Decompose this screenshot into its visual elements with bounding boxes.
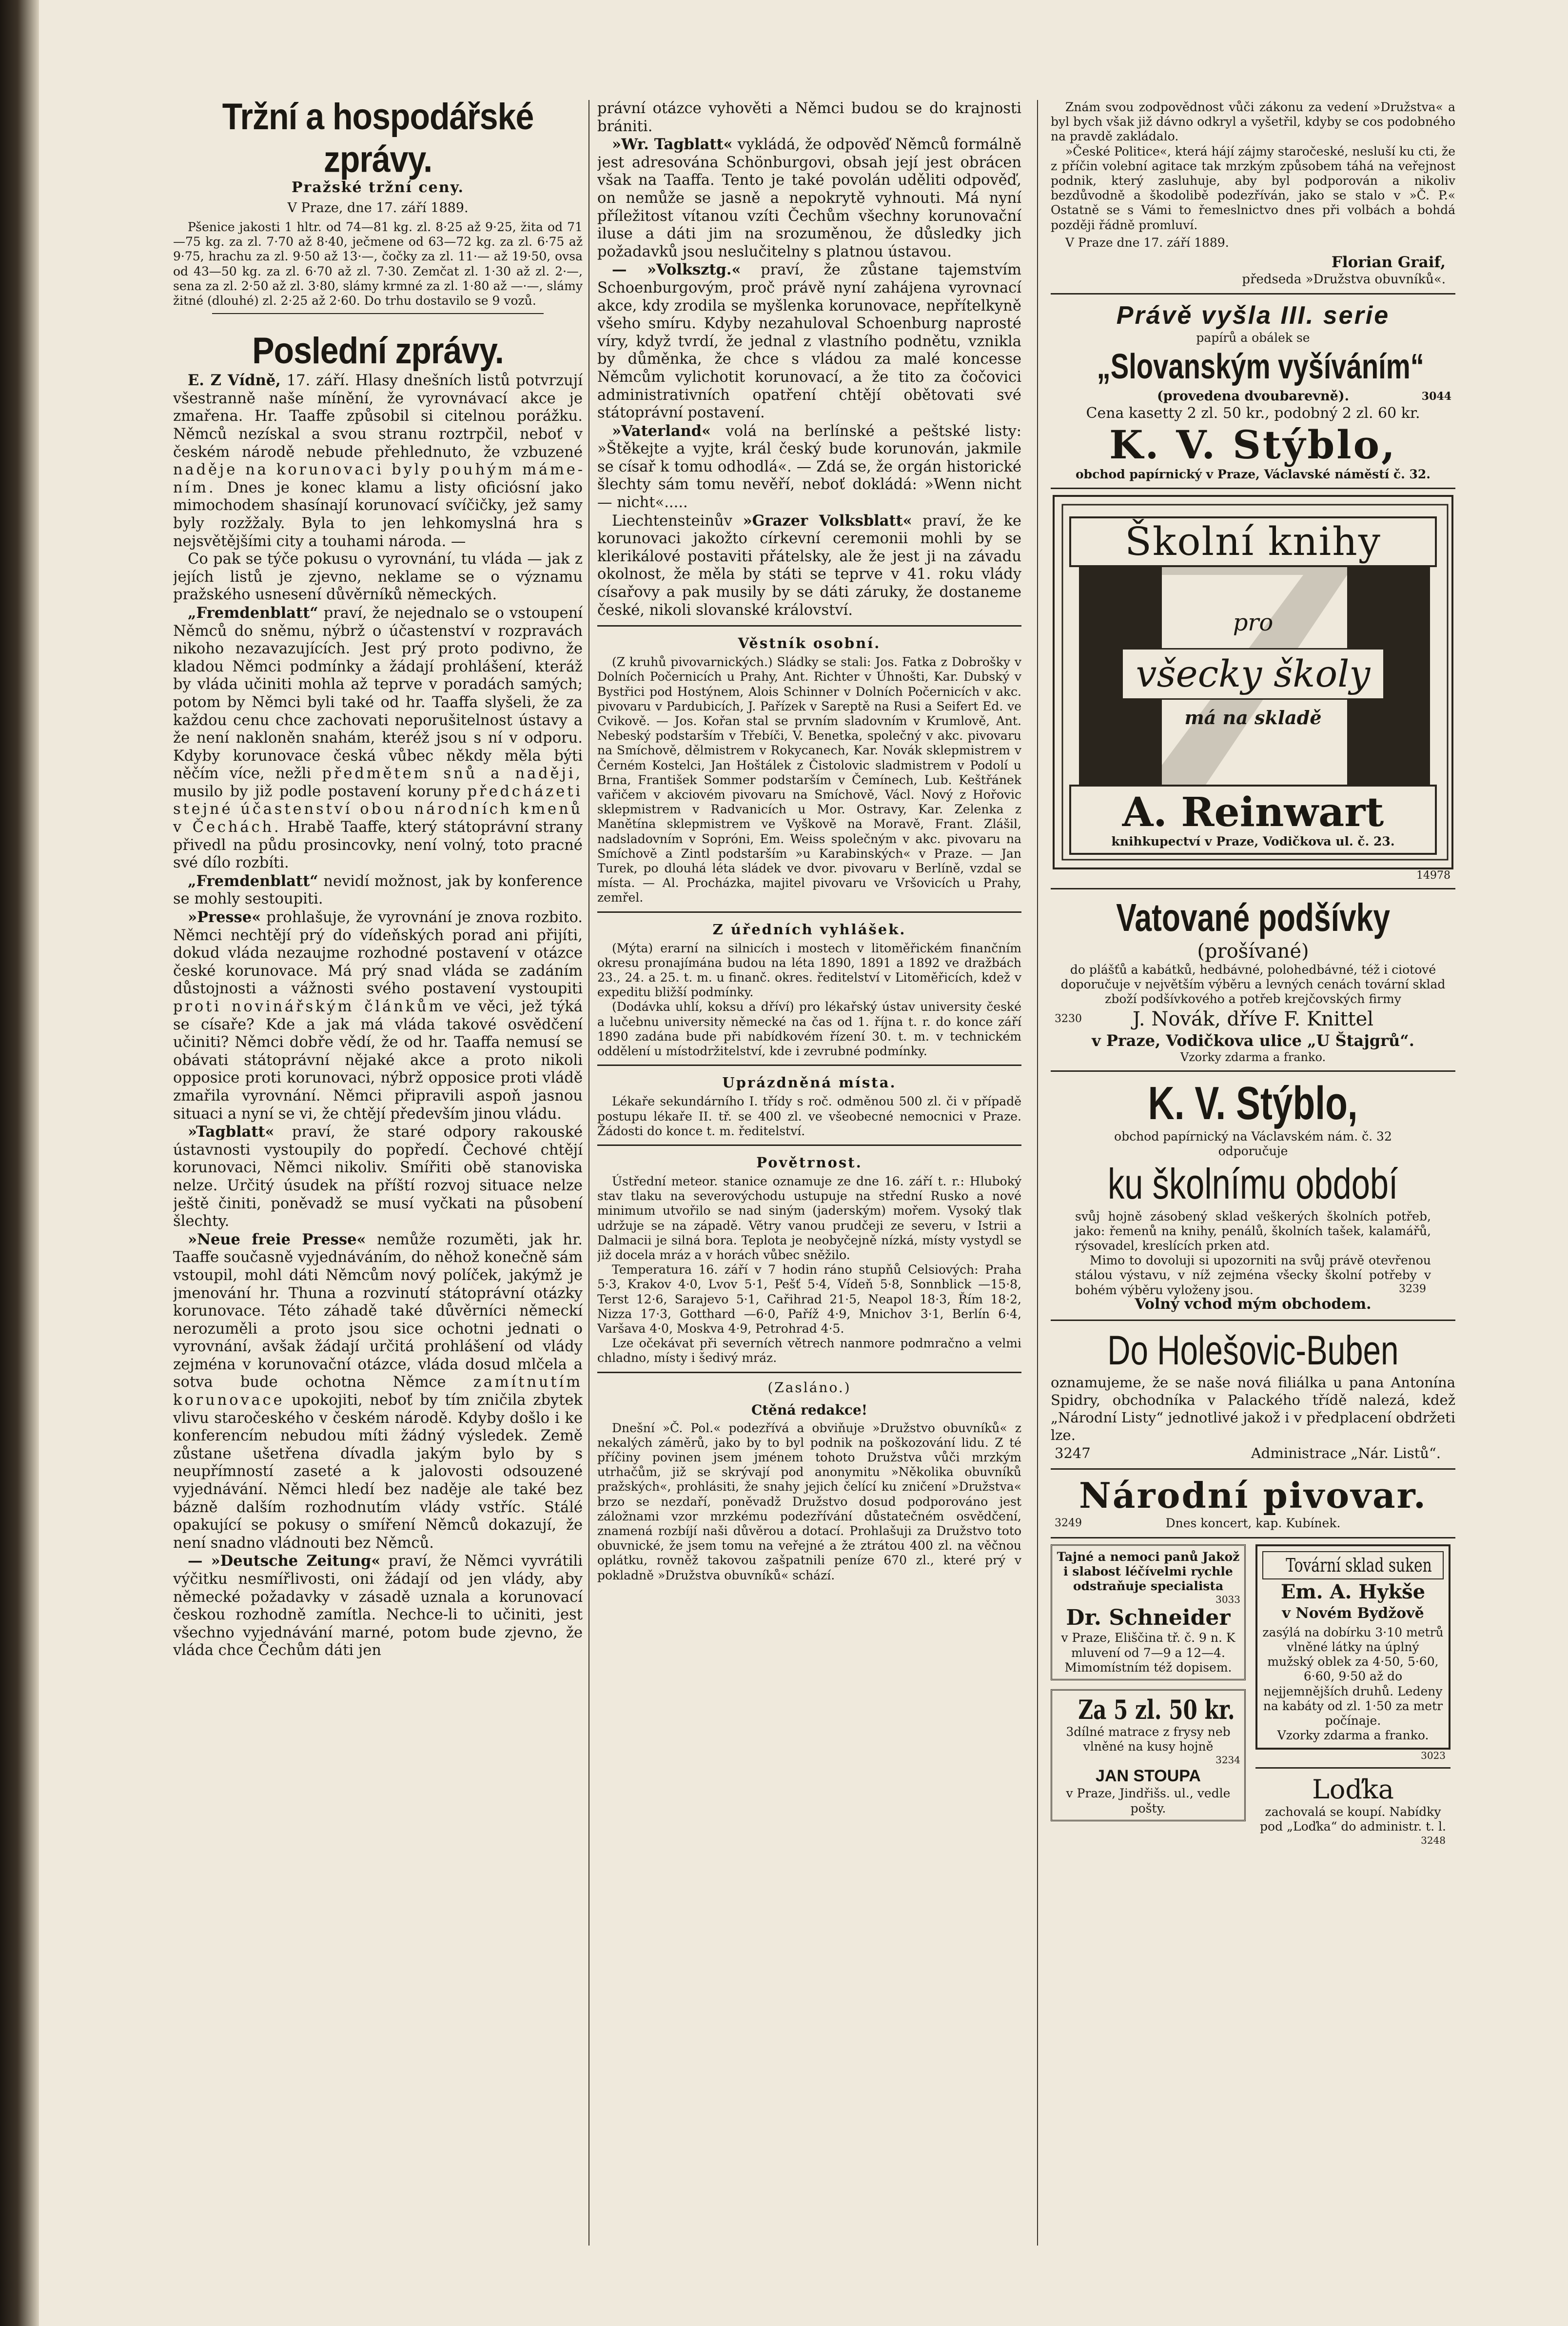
office-title: Z úředních vyhlášek. <box>712 921 906 938</box>
ad-text: pro <box>1233 609 1274 637</box>
column-2 <box>597 100 1021 2270</box>
divider <box>597 625 1021 627</box>
news-paragraph <box>597 136 1021 261</box>
ad-price: Cena kasetty 2 zl. 50 kr., podobný 2 zl. 60 kr. <box>1086 405 1420 422</box>
vacancy-title: Uprázdněná místa. <box>722 1074 897 1091</box>
ad-number: 3248 <box>1421 1834 1446 1846</box>
ad-text: v Praze, Eliščina tř. č. 9 n. K mluvení od 7—9 a 12—4. Mimomístním též dopisem. <box>1061 1631 1235 1675</box>
personal-text: (Z kruhů pivovarnických.) Sládky se stali: Jos. Fatka z Dobrošky v Dolních Počernicích u Prahy, Ant. Richter v Úhnošti, Kar. Dubský v Bystřici pod Hostýnem, Alois Schinner v Dolních Počernicích v akc. pivovaru v Pardubicích, J. Pařízek v Sareptě na Rusi a Seifert Ed. ve Cvikově. — Jos. Kořan stal se prvním sladovním v Krumlově, Ant. Nebeský podstarším v Třebíči, V. Benetka, společný v akc. pivovaru na Smíchově, dělmistrem v Rokycanech, Kar. Novák sklepmistrem v Černém Kostelci, Jan Hoštálek z Čistoloviс sladmistrem v Podolí u Brna, František Sommer podstarším v Čemínech, Lub. Keštřánek vařičem v akciovém pivovaru na Smíchově, Václ. Nový z Hořovic sklepmistrem v Radvanicích u Mor. Ostravy, Kar. Zelenka z Manětína sklepmistrem ve Vyškově na Moravě, Frant. Zlášil, nadsladovním v Sopróni, Em. Weiss společným v akc. pivovaru na Smíchově a Zintl podstarším »u Karabinských« v Praze. — Jan Turek, po dlouhá léta sládek ve dvor. pivovaru v Berlíně, vzdal se místa. — Al. Procházka, majitel pivovaru ve Vršovicích u Prahy, zemřel. <box>597 655 1021 905</box>
ad-headline: Národní pivovar. <box>1079 1474 1427 1516</box>
vacancy-text: Lékaře sekundárního I. třídy s roč. odměnou 500 zl. či v případě postupu lékaře II. tř. se 400 zl. ve všeobecné nemocnici v Praze. Žádosti do konce t. m. ředitelství. <box>597 1094 1021 1138</box>
divider <box>597 1144 1021 1146</box>
news-spaced-text: naděje na korunovaci byly pouhým mámením. <box>173 461 583 496</box>
news-text: praví, že staré odpory rakouské ústavnosti vystoupily do popředí. Čechové chtějí korunovaci, Němci nikoliv. Smířiti obě stanoviska nelze. Určitý úsudek na příští rozvoj situace nelze ještě činiti, poněvadž se musí vyčkati na působení šlechty. <box>173 1124 583 1230</box>
news-dateline: E. Z Vídně, <box>188 372 281 390</box>
ad-number: 14978 <box>1416 869 1450 882</box>
news-text: upokojiti, neboť by tím zničila zbytek vlivu staročeského v českém národě. Kdyby došlo i ke konferencím nebudou míti žádný výsledek. Země zůstane ušetřena dívadla jakým bylo by s neupřímností zaseté a k jalovosti odsouzené vyjednávání. Němci hledí bez naděje ale také bez bázně dalším rozhodnutím vlády vstříc. Stálé opakující se pokusy o smíření Němců dokazují, že není snadno vládnouti bez Němců. <box>173 1392 583 1552</box>
news-text: prohlašuje, že vyrovnání je znova rozbito. Němci nechtějí prý do vídeňských porad ani přijíti, dokud vláda nezaujme rozhodné postavení v otázce české korunovace. Má prý snad vláda se zadáním důstojnosti a vážnosti svého postavení vystoupiti <box>173 909 583 998</box>
ad-text: obchod papírnický na Václavském nám. č. 32 <box>1114 1129 1392 1143</box>
news-paragraph <box>173 908 583 1123</box>
ad-headline: Vatované podšívky <box>1116 896 1390 940</box>
news-text: vykládá, že odpověď Němců formálně jest adresována Schönburgovi, obsah její jest obrácen však na Taaffa. Tento je také povolán uděliti odpověď, on nemůže se jasně a nepokrytě vyhnouti. Má nyní příležitost vítanou vzíti Čechům všechny korunovační iluse a dáti jim na srozuměnou, že důsledky jich požadavků jsou neslučitelny s platnou ústavou. <box>597 136 1021 260</box>
ad-text: Vzorky zdarma a franko. <box>1180 1050 1326 1064</box>
news-spaced-text: zamítnutím korunovace <box>173 1374 583 1409</box>
paper-name: »Wr. Tagblatt« <box>612 136 733 154</box>
ad-headline: všecky školy <box>1123 648 1383 700</box>
news-paragraph: Co pak se týče pokusu o vyrovnání, tu vláda — jak z jejích listů je zjevno, neklame se o významu pražského usnesení důvěrníků německých. <box>173 551 583 604</box>
market-prices: Pšenice jakosti 1 hltr. od 74—81 kg. zl. 8·25 až 9·25, žita od 71—75 kg. za zl. 7·70 až 8·40, ječmene od 63—72 kg. za zl. 6·75 až 9·75, hrachu za zl. 9·50 až 13·—, čočky za zl. 11·— až 19·50, ovsa od 43—50 kg. za zl. 6·70 až zl. 7·30. Zemčat zl. 1·30 až zl. 2·—, sena za zl. 2·50 až zl. 3·80, slámy krmné za zl. 1·80 až —·—, slámy žitné (dlouhé) zl. 2·25 až 2·60. Do trhu dostavilo se 9 vozů. <box>173 220 583 308</box>
zaslano-label: (Zasláno.) <box>767 1379 851 1396</box>
divider <box>1051 1070 1455 1072</box>
letter-title: Ctěná redakce! <box>751 1401 868 1418</box>
news-date: 17. září. <box>280 372 350 390</box>
divider <box>597 1064 1021 1066</box>
news-paragraph <box>597 261 1021 422</box>
ad-lodka <box>1255 1774 1450 1846</box>
news-paragraph <box>597 422 1021 512</box>
news-text: Hrabě Taaffe, který státoprávní strany přivedl na půdu prosincovky, není volný, toto pracné své dílo rozbíti. <box>173 819 583 872</box>
news-paragraph <box>173 1123 583 1231</box>
market-title: Tržní a hospodářské zprávy. <box>222 100 534 180</box>
office-text: (Dodávka uhlí, koksu a dříví) pro lékařský ústav university české a lučebnu university německé na čas od 1. října t. r. do konce září 1890 zadána bude při nabídkovém řízení 30. t. m. v technickém oddělení u místodržitelství, kde i zevrubné podmínky. <box>597 1000 1021 1059</box>
paper-name: „Fremdenblatt“ <box>188 604 318 622</box>
ad-text: papírů a obálek se <box>1196 331 1310 345</box>
paper-name: — »Volksztg.« <box>612 261 741 279</box>
ad-styblo-series <box>1051 300 1455 482</box>
divider <box>597 911 1021 913</box>
ad-text: (provedena dvoubarevně). 3044 <box>1157 389 1451 404</box>
news-paragraph <box>173 872 583 908</box>
column-1 <box>173 100 583 2270</box>
news-paragraph <box>173 1231 583 1553</box>
ad-hykse <box>1255 1544 1450 1750</box>
ad-address: v Novém Bydžově <box>1282 1604 1424 1622</box>
ad-holesovice <box>1051 1327 1455 1462</box>
news-title: Poslední zprávy. <box>252 330 504 372</box>
letter-text: Dnešní »Č. Pol.« podezřívá a obviňuje »Družstvo obuvníků« z nekalých záměrů, jako by to byl podnik na poškozování lidu. Z té příčiny povinen jsem jménem tohoto Družstva vůči mrzkým utrhačům, již se skrývají pod anonymitu »Několika obuvníků pražských«, prohlásiti, že snahy jejich čelící ku zničení »Družstva« brzo se nezdaří, poněvadž Družstvo dosud podporováno jest záložnami vzor mrzkému podezřívání důstatečném osvědčení, znamená rozbíjí naši důvěrou a dotací. Prohlašuji za Družstvo toto obuvnické, že jsem tomu na veřejné a že ztrátou 400 zl. na věčnou oplátku, rovněž takovou zašpatnili peníze 670 zl., které prý v pokladně »Družstva obuvníků« schází. <box>597 1420 1021 1582</box>
column-rule <box>588 100 589 2246</box>
ad-text: zasýlá na dobírku 3·10 metrů vlněné látky na úplný mužský oblek za 4·50, 5·60, 6·60, 9·50 až do nejjemnějších druhů. Ledeny na kabáty od zl. 1·50 za metr počínaje. <box>1262 1625 1444 1728</box>
paper-name: »Neue freie Presse« <box>188 1230 366 1248</box>
ad-text: odporučuje <box>1218 1143 1288 1158</box>
column-rule <box>1037 100 1038 2246</box>
ad-headline: Za 5 zl. 50 kr. <box>1078 1694 1235 1726</box>
ad-reinwart <box>1053 495 1453 869</box>
ad-text: zachovalá se koupí. Nabídky pod „Loďka“ do administr. t. l. <box>1260 1805 1446 1834</box>
news-text: volá na berlínské a peštské listy: »Štěkejte a vyjte, král český bude korunován, jakmile se císař k tomu odhodlá«. — Zdá se, že orgán historické šlechty sám tomu nevěří, neboť dokládá: »Wenn nicht — nicht«..... <box>597 422 1021 512</box>
paper-name: »Vaterland« <box>612 422 711 440</box>
weather-text: Ústřední meteor. stanice oznamuje ze dne 16. září t. r.: Hluboký stav tlaku na severovýchodu ustupuje na střední Rusko a nové minimum utvořilo se nad siným (jaderským) mořem. Vysoký tlak udržuje se na západě. Větry vanou prudčeji ze severu, v Istrii a Dalmacii je silná bora. Teplota je neobyčejně nízká, místy vystydl se již docela mráz a v horách vůbec sněžilo. <box>597 1174 1021 1262</box>
paper-name: »Tagblatt« <box>188 1123 274 1141</box>
ad-headline: Školní knihy <box>1069 516 1437 567</box>
ad-stoupa <box>1051 1689 1246 1821</box>
paper-name: „Fremdenblatt“ <box>188 872 318 890</box>
news-paragraph <box>173 1552 583 1660</box>
news-text: praví, že Němci vyvrátili výčitku nesmířlivosti, oni žádají od jen vlády, aby německé požadavky v zásadě uznala a korunovací českou rozhodně zamítla. Nechce-li to učiniti, jest všechno vyjednávání marné, potom bude zjevno, že vláda chce Čechům dáti jen <box>173 1553 583 1659</box>
ad-schneider <box>1051 1544 1246 1680</box>
ad-text: Volný vchod mým obchodem. <box>1135 1295 1372 1313</box>
ad-signature: 3247 Administrace „Nár. Listů“. <box>1055 1444 1441 1461</box>
small-ads-left <box>1051 1544 1246 1821</box>
news-spaced-text: předcházeti stejné účastenství obou národních kmenů v Čechách. <box>173 783 583 836</box>
ad-number: 3230 <box>1055 1012 1082 1025</box>
ad-styblo-school <box>1051 1078 1455 1314</box>
personal-title: Věstník osobní. <box>738 635 881 652</box>
ad-text: 3249 Dnes koncert, kap. Kubínek. <box>1055 1516 1341 1530</box>
divider <box>1051 1320 1455 1321</box>
news-text: musilo by již podle postavení koruny <box>173 783 468 800</box>
weather-temps: Temperatura 16. září v 7 hodin ráno stupňů Celsiových: Praha 5·3, Krakov 4·0, Lvov 5·1, Pešť 5·4, Vídeň 5·8, Sonnblick —15·8, Terst 12·6, Sarajevo 5·1, Cařihrad 21·5, Neapol 18·3, Řím 18·2, Nizza 17·3, Gotthard —6·0, Paříž 4·9, Mnichov 3·1, Berlín 6·4, Varšava 4·0, Moskva 4·9, Petrohrad 4·5. <box>597 1262 1021 1336</box>
ad-text: do plášťů a kabátků, hedbávné, polohedbávné, též i ciotové doporučuje v největším výběru a levných cenách tovární sklad zboží podšívkového a potřeb krejčovských firmy <box>1060 963 1446 1006</box>
divider <box>1051 1468 1455 1470</box>
divider <box>1051 293 1455 295</box>
small-ads <box>1051 1544 1455 2032</box>
ad-number: 3044 <box>1421 390 1451 403</box>
ad-number: 3023 <box>1421 1750 1446 1762</box>
ad-text: (prošívané) <box>1197 940 1309 963</box>
paper-name: — »Deutsche Zeitung« <box>188 1552 381 1570</box>
ad-number: 3033 <box>1215 1594 1240 1606</box>
ad-text: svůj hojně zásobený sklad veškerých školních potřeb, jako: řemenů na knihy, penálů, školních tašek, kalamářů, rýsovadel, kreslících prken atd. <box>1075 1209 1431 1253</box>
ad-text: Vzorky zdarma a franko. <box>1277 1728 1429 1743</box>
news-text: praví, že nejednalo se o vstoupení Němců do sněmu, nýbrž o účastenství v rozpravách nikoho nezavazujících. Jest prý proto podivno, že kladou Němci podmínky a žádají prohlášení, kteráž by vláda učiniti mohla až teprve v poradách samých; potom by Němci byli také od hr. Taaffa slyšeli, že za každou cenu chce zachovati neporušitelnost ústavy a že není nakloněn snahám, kteréž jsou s ní v odporu. Kdyby korunovace česká vůbec někdy měla býti něčím více, nežli <box>173 604 583 783</box>
ad-number: 3234 <box>1215 1754 1240 1766</box>
paper-name: »Presse« <box>188 908 261 926</box>
ad-headline: Právě vyšla III. serie <box>1116 301 1390 330</box>
ad-number: 3249 <box>1055 1517 1082 1529</box>
news-text: Hlasy dnešních listů potvrzují všestranně naše mínění, že vyrovnávací akce je zmařena. Hr. Taaffe způsobil si citelnou porážku. Němců nezískal a svou stranu roztrpčil, neboť v českém národě nebude přehlednuto, že vzbuzené <box>173 372 583 461</box>
news-text: Dnes je konec klamu a listy oficiósní jako mimochodem shasínají korunovací svíčičky, jež samy byly rozžžaly. Byla to jen lehkomyslná hra s nejsvětějšími city a touhami národa. — <box>173 479 583 550</box>
ad-headline: Tovární sklad suken <box>1286 1554 1432 1576</box>
news-paragraph: právní otázce vyhověti a Němci budou se do krajnosti brániti. <box>597 100 1021 135</box>
news-paragraph <box>173 604 583 872</box>
ad-company: JAN STOUPA <box>1095 1767 1201 1786</box>
ad-company: 3230 J. Novák, dříve F. Knittel <box>1055 1007 1374 1030</box>
news-text: Liechtensteinův <box>612 512 743 530</box>
ad-company: K. V. Stýblo, <box>1148 1077 1358 1129</box>
ad-number: 3247 <box>1055 1444 1091 1461</box>
letter-text: »České Politice«, která hájí zájmy staročeské, nesluší ku cti, že z příčin volební agitace tak mrzkým způsobem táhá na veřejnost podnik, který zasluhuje, aby byl podporován a nikoliv bezdůvodně a škodolibě podezříván, jako se stalo v »Č. P.« Ostatně se s Vámi to řemeslnictvo dnes při volbách a bohdá později řádně promluví. <box>1051 144 1455 232</box>
divider <box>1255 1767 1450 1769</box>
letter-date: V Praze dne 17. září 1889. <box>1065 235 1229 250</box>
small-ads-right <box>1255 1544 1450 1846</box>
divider <box>212 313 544 314</box>
ad-headline: Do Holešovic-Buben <box>1107 1327 1399 1373</box>
page-spine-shadow <box>0 0 39 2326</box>
news-text: praví, že zůstane tajemstvím Schoenburgovým, proč právě nyní zahájena vyrovnací akce, kdy zrodila se myšlenka korunovace, nepřítelkyně všeho smíru. Kdyby nezahuloval Schoenburg naprosté víry, když tvrdí, že jednal z vlastního podnětu, vznikla by důměnka, že chce s vládou za malé koncesse Němcům vylichotit korunovací, a že tito za čočovici administrativních opatření chtějí obětovati své státoprávní postavení. <box>597 261 1021 422</box>
ad-text: 3dílné matrace z frysy neb vlněné na kusy hojně <box>1066 1725 1231 1754</box>
ad-address: knihkupectví v Praze, Vodičkova ul. č. 23. <box>1111 834 1395 849</box>
ad-headline: ku školnímu období <box>1108 1159 1398 1208</box>
paper-name: »Grazer Volksblatt« <box>743 512 912 530</box>
news-spaced-text: předmětem snů a naději, <box>322 765 583 783</box>
divider <box>1051 888 1455 889</box>
news-text: praví, že ke korunovaci jakožto církevní ceremonii mohli by se klerikálové postaviti přátelsky, ale že jest ji na závadu okolnost, že měla by státi se teprve v 41. roku vlády císařovy a pak musily by se dáti záruky, že dostaneme české, nikoli slovanské království. <box>597 512 1021 619</box>
office-text: (Mýta) erarní na silnicích i mostech v litoměřickém finančním okresu pronajímána budou na léta 1890, 1891 a 1892 ve dražbách 23., 24. a 25. t. m. u finanč. okres. ředitelství v Litoměřicích, kdež v expeditu bližší podmínky. <box>597 941 1021 1000</box>
ad-company: Em. A. Hykše <box>1280 1580 1426 1603</box>
news-paragraph <box>173 372 583 551</box>
ad-pivovar <box>1051 1476 1455 1531</box>
column-3 <box>1051 100 1455 2270</box>
ad-headline: Loďka <box>1312 1774 1394 1805</box>
market-date: V Praze, dne 17. září 1889. <box>287 200 469 216</box>
ad-number: 3239 <box>1399 1282 1426 1295</box>
ad-company: K. V. Stýblo, <box>1109 422 1397 468</box>
ad-company: A. Reinwart <box>1122 789 1384 836</box>
weather-forecast: Lze očekávat při severních větrech nanmore podmračno a velmi chladno, místy i šedivý mráz. <box>597 1336 1021 1365</box>
ad-text: Mimo to dovoluji si upozorniti na svůj právě otevřenou stálou výstavu, v níž zejména všecky školní potřeby v bohém výběru vyloženy jsou. <box>1075 1253 1431 1297</box>
letter-signer: Florian Graif, <box>1331 254 1446 272</box>
news-spaced-text: proti novinářským článkům <box>173 998 446 1015</box>
letter-signer-role: předseda »Družstva obuvníků«. <box>1242 272 1446 287</box>
ad-address: v Praze, Vodičkova ulice „U Štajgrů“. <box>1092 1031 1414 1050</box>
ad-address: v Praze, Jindřišs. ul., vedle pošty. <box>1066 1786 1231 1815</box>
market-subtitle: Pražské tržní ceny. <box>292 179 464 196</box>
ad-company: Dr. Schneider <box>1066 1605 1231 1631</box>
ad-address: obchod papírnický v Praze, Václavské náměstí č. 32. <box>1075 467 1431 482</box>
news-paragraph <box>597 512 1021 620</box>
divider <box>1051 1537 1455 1538</box>
divider <box>597 1372 1021 1373</box>
ad-text: má na skladě <box>1184 707 1322 729</box>
ad-text: Tajné a nemoci panů Jakož i slabost léčívelmi rychle odstraňuje specialista <box>1057 1549 1240 1594</box>
divider <box>1051 488 1455 489</box>
weather-title: Povětrnost. <box>756 1154 862 1171</box>
letter-text: Znám svou zodpovědnost vůči zákonu za vedení »Družstva« a byl bych však již dávno odkryl a vyšetřil, kdyby se cos podobného na pravdě zakládalo. <box>1051 100 1455 144</box>
ad-headline: „Slovanským vyšíváním“ <box>1097 347 1424 387</box>
ad-novak <box>1051 895 1455 1064</box>
ad-text: oznamujeme, že se naše nová filiálka u pana Antonína Spidry, obchodníka v Palackého třídě nalezá, kdež „Národní Listy“ jednotlivé jakož i v předplacení obdržeti lze. <box>1051 1374 1455 1443</box>
news-text: ve věci, jež týká se císaře? Kde a jak má vláda takové osvědčení učiniti? Němci dobře vědí, že od hr. Taaffa nemusí se obávati státoprávní nějaké akce a proto nikoli opposice proti korunovaci, nýbrž opposice proti vládě zmařila vyrovnání. Němci připravili aspoň jasnou situaci a nyní se vi, že chtějí především jinou vládu. <box>173 998 583 1123</box>
news-text: nemůže rozuměti, jak hr. Taaffe současně vyjednáváním, do něhož konečně sám vstoupil, mohl dáti Němcům nový políček, jakýmž je jmenování hr. Thuna a rozvinutí státoprávní otázky korunovace. Této záhadě také důvěrníci německí nerozuměli a proto jsou sice ochotni jednati o vyrovnání, avšak žádají určitá prohlášení od vlády zejména v korunovační otázce, vláda dosud mlčela a sotva bude ochotna Němce <box>173 1231 583 1391</box>
news-text: nevidí možnost, jak by konference se mohly sestoupiti. <box>173 872 583 908</box>
